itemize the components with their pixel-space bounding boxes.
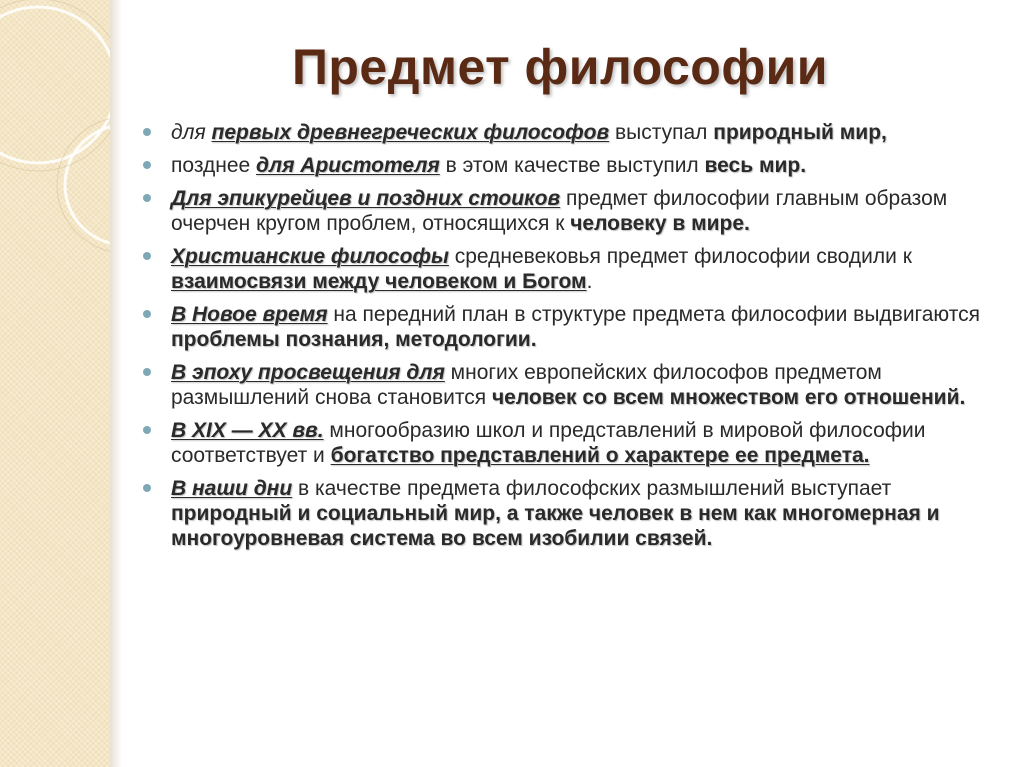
bullet-item bbox=[143, 302, 1003, 352]
bullet-dot-icon bbox=[143, 161, 151, 169]
bullet-text: предмет философии главным образом очерчен кругом проблем, относящихся к bbox=[171, 187, 948, 235]
bullet-emphasis: природный мир, bbox=[713, 121, 887, 144]
bullet-item bbox=[143, 418, 1003, 468]
bullet-text: средневековья предмет философии сводили к bbox=[448, 245, 912, 268]
decorative-circles-icon bbox=[0, 0, 110, 330]
decorative-side-band bbox=[0, 0, 110, 767]
bullet-item bbox=[143, 153, 1003, 178]
bullet-emphasis: весь мир. bbox=[704, 154, 807, 177]
bullet-dot-icon bbox=[143, 252, 151, 260]
bullet-dot-icon bbox=[143, 368, 151, 376]
slide-title: Предмет философии bbox=[291, 39, 829, 95]
bullet-item bbox=[143, 186, 1003, 236]
bullet-emphasis: Христианские философы bbox=[171, 245, 449, 268]
bullet-dot-icon bbox=[143, 128, 151, 136]
bullet-emphasis: Для эпикурейцев и поздних стоиков bbox=[171, 187, 561, 210]
bullet-text: на передний план в структуре предмета философии выдвигаются bbox=[327, 303, 980, 326]
bullet-emphasis: В XIX — XX вв. bbox=[171, 419, 324, 442]
bullet-emphasis: В эпоху просвещения для bbox=[171, 361, 445, 384]
bullet-text: в качестве предмета философских размышлений выступает bbox=[292, 477, 892, 500]
bullet-emphasis: В наши дни bbox=[171, 477, 293, 500]
bullet-emphasis: проблемы познания, методологии. bbox=[171, 328, 537, 351]
bullet-text: многих европейских философов предметом размышлений снова становится bbox=[171, 361, 882, 409]
bullet-dot-icon bbox=[143, 310, 151, 318]
bullet-emphasis: человек со всем множеством его отношений. bbox=[491, 386, 966, 409]
bullet-dot-icon bbox=[143, 484, 151, 492]
band-edge-shadow bbox=[110, 0, 122, 767]
bullet-emphasis: взаимосвязи между человеком и Богом bbox=[171, 270, 587, 293]
bullet-text: в этом качестве выступил bbox=[439, 154, 705, 177]
bullet-item bbox=[143, 476, 1003, 551]
bullet-text: для bbox=[171, 121, 206, 144]
bullet-emphasis: природный и социальный мир, а также человек в нем как многомерная и многоуровневая система во всем изобилии связей. bbox=[171, 502, 940, 550]
bullet-text: . bbox=[586, 270, 593, 293]
bullet-dot-icon bbox=[143, 426, 151, 434]
bullet-emphasis: для Аристотеля bbox=[256, 154, 440, 177]
bullet-item bbox=[143, 120, 1003, 145]
bullet-dot-icon bbox=[143, 194, 151, 202]
bullet-emphasis: первых древнегреческих философов bbox=[211, 121, 610, 144]
bullet-emphasis: богатство представлений о характере ее предмета. bbox=[330, 444, 870, 467]
bullet-text: выступал bbox=[609, 121, 714, 144]
bullet-emphasis: человеку в мире. bbox=[570, 212, 750, 235]
bullet-list bbox=[143, 120, 1003, 559]
bullet-emphasis: В Новое время bbox=[171, 303, 328, 326]
bullet-text: позднее bbox=[171, 154, 257, 177]
bullet-item bbox=[143, 244, 1003, 294]
bullet-text: многообразию школ и представлений в мировой философии соответствует и bbox=[171, 419, 926, 467]
bullet-item bbox=[143, 360, 1003, 410]
